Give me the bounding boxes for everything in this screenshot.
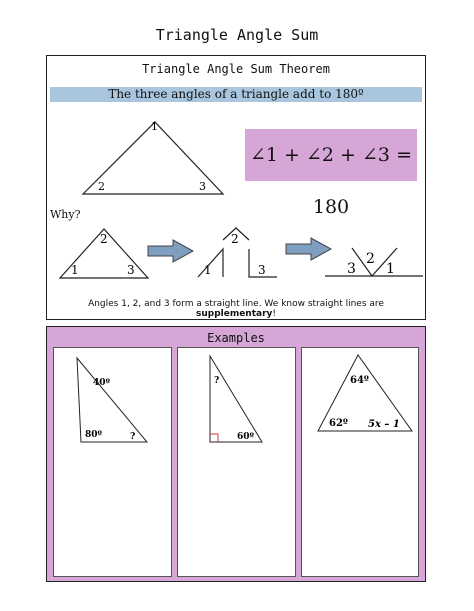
statement-prefix: Angles 1, 2, and 3 form a straight line. We know straight lines are: [88, 299, 384, 309]
arrow-2-icon: [286, 238, 331, 260]
why3-label-right: 1: [386, 261, 395, 277]
theorem-section: [46, 55, 426, 320]
why3-label-left: 3: [347, 261, 356, 277]
example-2-right-angle: 60º: [237, 432, 255, 442]
why-label: Why?: [50, 208, 81, 221]
examples-section: [46, 326, 426, 582]
why2-label-top: 2: [231, 232, 239, 246]
example-1-left-angle: 80º: [85, 430, 103, 440]
equation-box: ∠1 + ∠2 + ∠3 = 180: [245, 129, 417, 181]
example-2-triangle: [210, 356, 262, 442]
arrow-1-icon: [148, 240, 193, 262]
statement-bold: supplementary: [195, 309, 273, 319]
why2-label-right: 3: [258, 263, 266, 277]
why3-label-middle: 2: [366, 251, 375, 267]
examples-title: Examples: [207, 331, 265, 345]
theorem-banner: The three angles of a triangle add to 180º: [50, 87, 422, 102]
why1-label-right: 3: [127, 263, 135, 277]
theorem-diagram: [47, 56, 427, 321]
why1-label-left: 1: [71, 263, 79, 277]
example-3-left-angle: 62º: [329, 418, 348, 429]
why1-label-top: 2: [100, 232, 108, 246]
example-panel-1: [53, 347, 172, 577]
example-3-top-angle: 64º: [350, 375, 369, 386]
theorem-title: Triangle Angle Sum Theorem: [142, 62, 330, 76]
example-panel-3: [301, 347, 419, 577]
example-3-diagram: [302, 348, 420, 578]
statement: [47, 299, 425, 319]
example-panel-2: [177, 347, 296, 577]
big-triangle-label-top: 1: [151, 120, 158, 133]
example-3-right-angle: 5x – 1: [368, 419, 400, 430]
page-title: Triangle Angle Sum: [155, 26, 319, 44]
big-triangle-label-right: 3: [199, 180, 206, 193]
example-2-top-angle: ?: [214, 376, 220, 386]
big-triangle-label-left: 2: [98, 180, 105, 193]
example-1-diagram: [54, 348, 173, 578]
why2-label-left: 1: [204, 263, 212, 277]
example-1-top-angle: 40º: [93, 378, 111, 388]
statement-suffix: !: [272, 309, 277, 319]
example-1-right-angle: ?: [130, 432, 136, 442]
right-angle-marker-icon: [210, 434, 218, 442]
example-2-diagram: [178, 348, 297, 578]
